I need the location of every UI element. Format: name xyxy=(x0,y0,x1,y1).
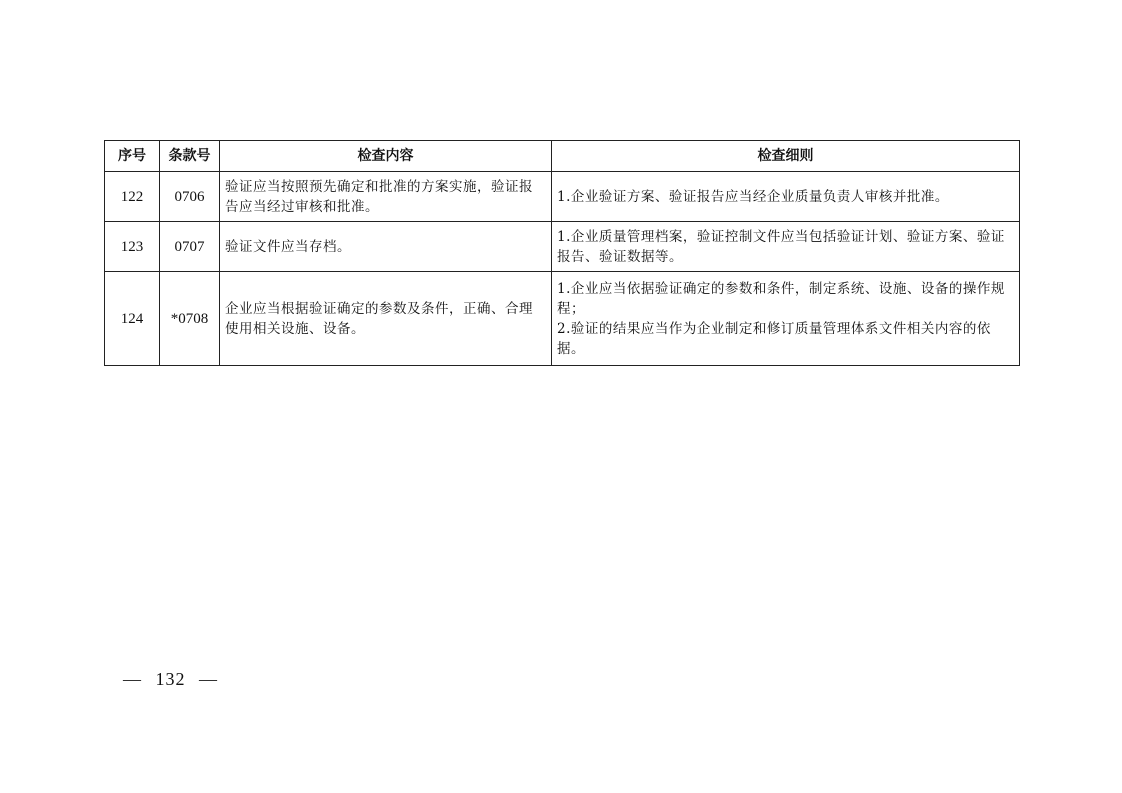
table-row xyxy=(105,272,1020,366)
page-footer xyxy=(123,668,218,690)
row-serial-number: 122 xyxy=(105,172,160,222)
row-clause-number: *0708 xyxy=(160,272,220,366)
header-serial-number: 序号 xyxy=(105,141,160,172)
footer-dash-right: — xyxy=(199,669,218,690)
header-inspection-content: 检查内容 xyxy=(220,141,552,172)
row-serial-number: 123 xyxy=(105,222,160,272)
row-serial-number: 124 xyxy=(105,272,160,366)
detail-item: 2.验证的结果应当作为企业制定和修订质量管理体系文件相关内容的依据。 xyxy=(557,320,991,357)
page-number: 132 xyxy=(155,669,186,690)
footer-dash-left: — xyxy=(123,669,142,690)
detail-item: 1.企业质量管理档案，验证控制文件应当包括验证计划、验证方案、验证报告、验证数据等。 xyxy=(557,228,1005,265)
table-row xyxy=(105,172,1020,222)
row-clause-number: 0706 xyxy=(160,172,220,222)
row-inspection-content: 验证文件应当存档。 xyxy=(220,222,552,272)
row-inspection-details xyxy=(552,172,1020,222)
row-inspection-content: 验证应当按照预先确定和批准的方案实施，验证报告应当经过审核和批准。 xyxy=(220,172,552,222)
detail-item: 1.企业验证方案、验证报告应当经企业质量负责人审核并批准。 xyxy=(557,188,949,205)
header-inspection-details: 检查细则 xyxy=(552,141,1020,172)
row-clause-number: 0707 xyxy=(160,222,220,272)
header-clause-number: 条款号 xyxy=(160,141,220,172)
row-inspection-content: 企业应当根据验证确定的参数及条件，正确、合理使用相关设施、设备。 xyxy=(220,272,552,366)
inspection-table xyxy=(104,140,1020,366)
row-inspection-details xyxy=(552,272,1020,366)
table-row xyxy=(105,222,1020,272)
table-header-row xyxy=(105,141,1020,172)
detail-item: 1.企业应当依据验证确定的参数和条件，制定系统、设施、设备的操作规程； xyxy=(557,280,1005,317)
row-inspection-details xyxy=(552,222,1020,272)
